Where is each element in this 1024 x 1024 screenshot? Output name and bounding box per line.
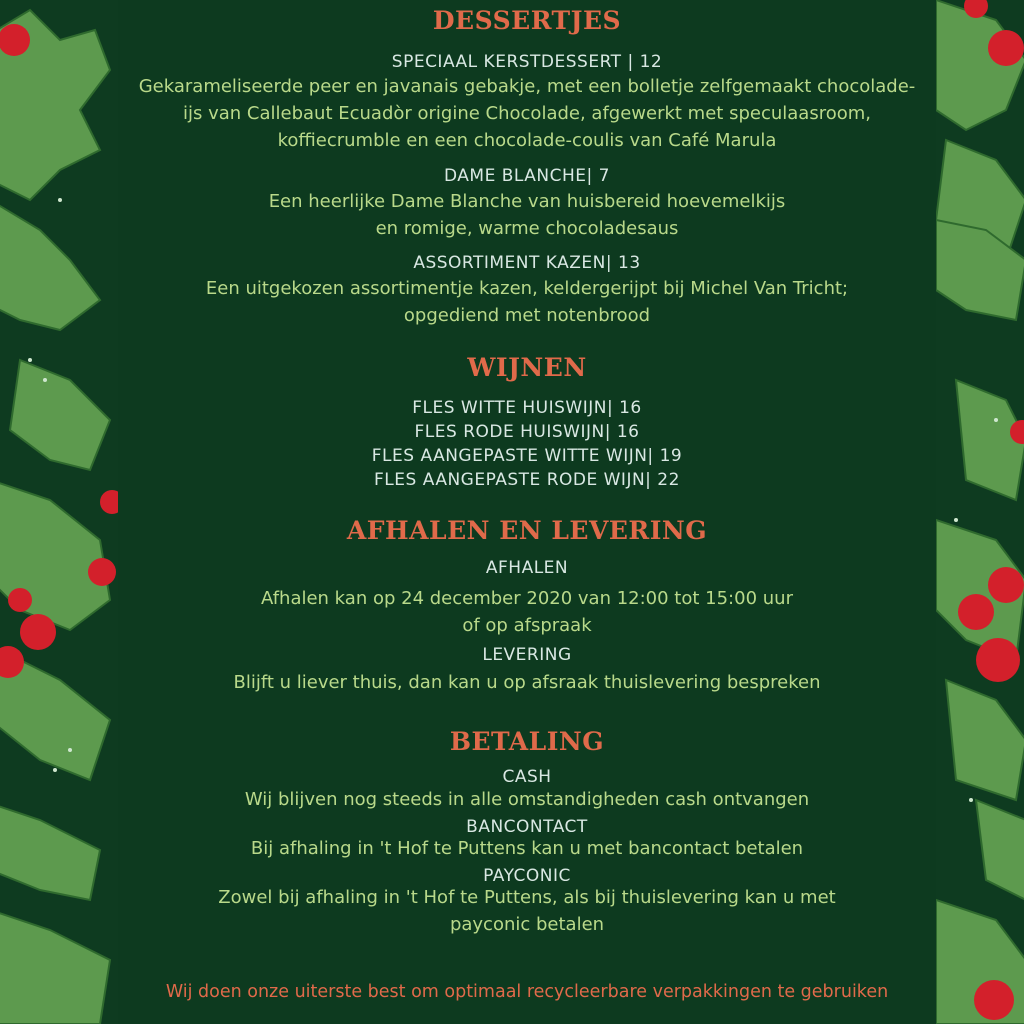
wine-item-3: FLES AANGEPASTE WITTE WIJN| 19	[371, 446, 683, 466]
dessert-1-name: SPECIAAL KERSTDESSERT | 12	[391, 52, 663, 72]
dessert-3-name: ASSORTIMENT KAZEN| 13	[413, 253, 641, 273]
right-holly-border	[936, 0, 1024, 1024]
footer-note: Wij doen onze uiterste best om optimaal recycleerbare verpakkingen te gebruiken	[165, 982, 889, 1002]
dessert-2-line-1: Een heerlijke Dame Blanche van huisbereid hoevemelkijs	[268, 191, 786, 212]
wine-item-4: FLES AANGEPASTE RODE WIJN| 22	[374, 470, 680, 490]
holly-berry-icon	[936, 0, 1024, 1024]
levering-line: Blijft u liever thuis, dan kan u op afsraak thuislevering bespreken	[233, 672, 821, 693]
dessert-3-line-1: Een uitgekozen assortimentje kazen, keldergerijpt bij Michel Van Tricht;	[205, 278, 849, 299]
wine-item-1: FLES WITTE HUISWIJN| 16	[412, 398, 642, 418]
dessert-1-line-1: Gekarameliseerde peer en javanais gebakje, met een bolletje zelfgemaakt chocolade-	[138, 76, 916, 97]
dessert-1-line-2: ijs van Callebaut Ecuadòr origine Chocolade, afgewerkt met speculaasroom,	[183, 103, 871, 124]
bancontact-line: Bij afhaling in 't Hof te Puttens kan u met bancontact betalen	[250, 838, 804, 859]
payment-heading: BETALING	[449, 727, 605, 756]
menu-content	[118, 0, 936, 1024]
wine-item-2: FLES RODE HUISWIJN| 16	[414, 422, 640, 442]
dessert-3-line-2: opgediend met notenbrood	[403, 305, 651, 326]
cash-line: Wij blijven nog steeds in alle omstandigheden cash ontvangen	[244, 789, 810, 810]
cash-label: CASH	[502, 767, 552, 787]
payconic-line-1: Zowel bij afhaling in 't Hof te Puttens, als bij thuislevering kan u met	[218, 887, 836, 908]
bancontact-label: BANCONTACT	[466, 817, 588, 837]
payconic-line-2: payconic betalen	[449, 914, 605, 935]
pickup-heading: AFHALEN EN LEVERING	[346, 516, 708, 545]
dessert-2-line-2: en romige, warme chocoladesaus	[375, 218, 679, 239]
afhalen-line-2: of op afspraak	[462, 615, 592, 636]
levering-label: LEVERING	[482, 645, 572, 665]
payconic-label: PAYCONIC	[483, 866, 571, 886]
left-holly-border	[0, 0, 118, 1024]
afhalen-line-1: Afhalen kan op 24 december 2020 van 12:00 tot 15:00 uur	[261, 588, 793, 609]
holly-leaf-icon	[0, 0, 118, 1024]
desserts-heading: DESSERTJES	[432, 6, 622, 35]
dessert-2-name: DAME BLANCHE| 7	[444, 166, 610, 186]
dessert-1-line-3: koffiecrumble en een chocolade-coulis van Café Marula	[277, 130, 777, 151]
afhalen-label: AFHALEN	[485, 558, 569, 578]
wines-heading: WIJNEN	[467, 353, 587, 382]
